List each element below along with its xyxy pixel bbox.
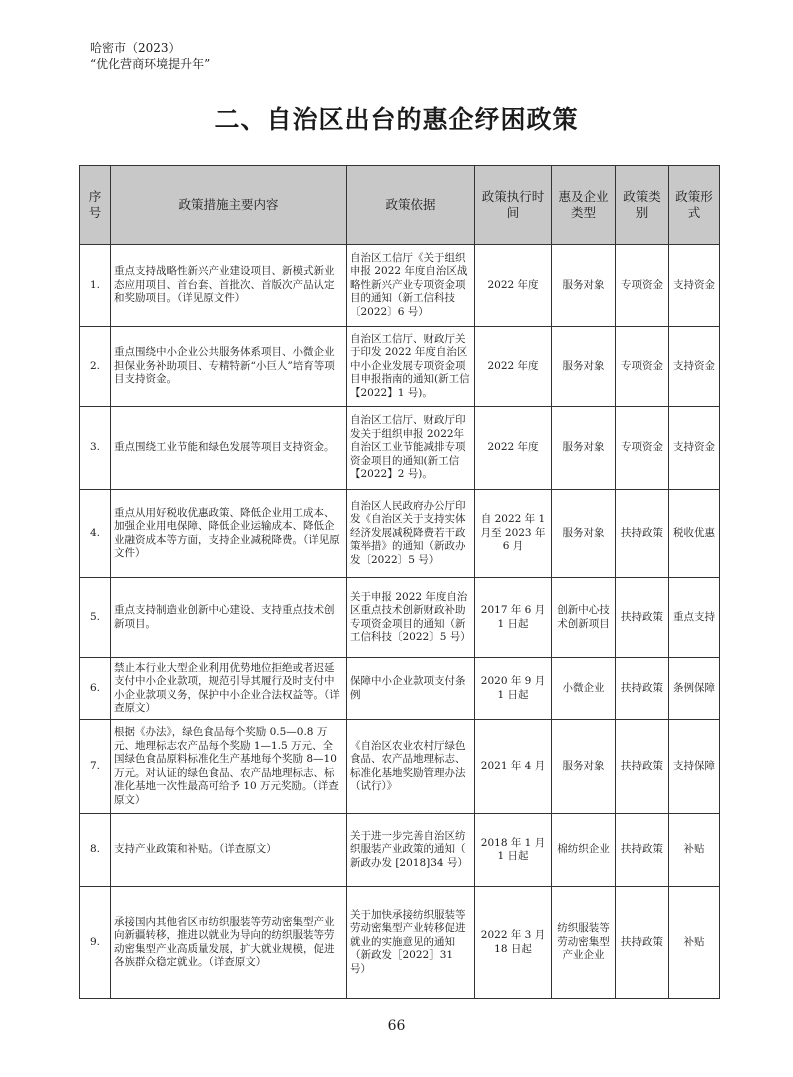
cell-basis: 自治区工信厅《关于组织申报 2022 年度自治区战略性新兴产业专项资金项目的通知（新工信科技〔2022〕6 号） (347, 245, 475, 327)
cell-time: 2022 年度 (475, 245, 552, 327)
cell-form: 支持资金 (669, 407, 720, 490)
cell-target: 服务对象 (552, 327, 616, 407)
cell-basis: 自治区人民政府办公厅印发《自治区关于支持实体经济发展减税降费若干政策举措》的通知（新政办发〔2022〕5 号） (347, 490, 475, 578)
col-header-no: 序号 (80, 166, 111, 245)
cell-basis: 保障中小企业款项支付条例 (347, 658, 475, 720)
cell-category: 扶持政策 (616, 578, 669, 658)
col-header-time: 政策执行时间 (475, 166, 552, 245)
col-header-category: 政策类别 (616, 166, 669, 245)
cell-content: 重点支持制造业创新中心建设、支持重点技术创新项目。 (111, 578, 347, 658)
cell-form: 支持资金 (669, 245, 720, 327)
cell-basis: 关于进一步完善自治区纺织服装产业政策的通知（ 新政办发 [2018]34 号） (347, 814, 475, 887)
cell-category: 专项资金 (616, 327, 669, 407)
cell-no: 4. (80, 490, 111, 578)
cell-category: 扶持政策 (616, 887, 669, 999)
cell-category: 专项资金 (616, 407, 669, 490)
cell-form: 补贴 (669, 814, 720, 887)
cell-time: 2022 年度 (475, 407, 552, 490)
cell-category: 扶持政策 (616, 490, 669, 578)
table-row (80, 245, 720, 327)
header-line-1: 哈密市（2023） (90, 41, 181, 55)
cell-target: 服务对象 (552, 490, 616, 578)
cell-time: 自 2022 年 1 月至 2023 年 6 月 (475, 490, 552, 578)
table-row (80, 490, 720, 578)
cell-target: 服务对象 (552, 407, 616, 490)
cell-form: 税收优惠 (669, 490, 720, 578)
col-header-content: 政策措施主要内容 (111, 166, 347, 245)
cell-no: 1. (80, 245, 111, 327)
cell-category: 扶持政策 (616, 720, 669, 814)
table-row (80, 658, 720, 720)
col-header-basis: 政策依据 (347, 166, 475, 245)
cell-form: 重点支持 (669, 578, 720, 658)
header-line-2: “优化营商环境提升年” (90, 57, 211, 71)
cell-time: 2020 年 9 月 1 日起 (475, 658, 552, 720)
cell-target: 小微企业 (552, 658, 616, 720)
cell-no: 8. (80, 814, 111, 887)
cell-content: 支持产业政策和补贴。（详查原文） (111, 814, 347, 887)
cell-no: 3. (80, 407, 111, 490)
cell-target: 服务对象 (552, 720, 616, 814)
cell-content: 承接国内其他省区市纺织服装等劳动密集型产业向新疆转移，推进以就业为导向的纺织服装等劳动密集型产业高质量发展，扩大就业规模，促进各族群众稳定就业。（详查原文） (111, 887, 347, 999)
cell-content: 重点从用好税收优惠政策、降低企业用工成本、加强企业用电保障、降低企业运输成本、降低企业融资成本等方面，支持企业减税降费。（详见原文件） (111, 490, 347, 578)
cell-time: 2021 年 4 月 (475, 720, 552, 814)
table-row (80, 327, 720, 407)
cell-basis: 关于申报 2022 年度自治区重点技术创新财政补助专项资金项目的通知（新工信科技〔2022〕5 号） (347, 578, 475, 658)
cell-no: 7. (80, 720, 111, 814)
cell-form: 支持资金 (669, 327, 720, 407)
cell-time: 2022 年 3 月 18 日起 (475, 887, 552, 999)
running-header (90, 40, 210, 72)
cell-form: 条例保障 (669, 658, 720, 720)
cell-time: 2018 年 1 月 1 日起 (475, 814, 552, 887)
page-number: 66 (387, 1018, 406, 1034)
cell-form: 补贴 (669, 887, 720, 999)
cell-target: 纺织服装等劳动密集型产业企业 (552, 887, 616, 999)
cell-content: 根据《办法》，绿色食品每个奖励 0.5—0.8 万元、地理标志农产品每个奖励 1—1.5 万元、全国绿色食品原料标准化生产基地每个奖励 8—10 万元。对认证的绿色食品、农产品地理标志、标准化基地一次性最高可给予 10 万元奖励。（详查原文） (111, 720, 347, 814)
cell-target: 服务对象 (552, 245, 616, 327)
cell-category: 扶持政策 (616, 814, 669, 887)
page-title: 二、自治区出台的惠企纾困政策 (214, 105, 579, 134)
cell-basis: 《自治区农业农村厅绿色食品、农产品地理标志、标准化基地奖励管理办法（试行）》 (347, 720, 475, 814)
cell-time: 2017 年 6 月 1 日起 (475, 578, 552, 658)
cell-form: 支持保障 (669, 720, 720, 814)
cell-content: 重点围绕工业节能和绿色发展等项目支持资金。 (111, 407, 347, 490)
cell-no: 2. (80, 327, 111, 407)
cell-target: 棉纺织企业 (552, 814, 616, 887)
cell-no: 5. (80, 578, 111, 658)
col-header-target: 惠及企业类型 (552, 166, 616, 245)
col-header-form: 政策形式 (669, 166, 720, 245)
cell-basis: 关于加快承接纺织服装等劳动密集型产业转移促进就业的实施意见的通知（新政发［2022］31 号） (347, 887, 475, 999)
table-header-row (80, 166, 720, 245)
table-row (80, 887, 720, 999)
table-row (80, 407, 720, 490)
cell-time: 2022 年度 (475, 327, 552, 407)
table-row (80, 814, 720, 887)
cell-target: 创新中心技术创新项目 (552, 578, 616, 658)
table-row (80, 720, 720, 814)
cell-no: 6. (80, 658, 111, 720)
cell-basis: 自治区工信厅、财政厅印发关于组织申报 2022年自治区工业节能减排专项资金项目的通知(新工信【2022】2 号)。 (347, 407, 475, 490)
table-row (80, 578, 720, 658)
cell-content: 重点支持战略性新兴产业建设项目、新模式新业态应用项目、首台套、首批次、首版次产品认定和奖励项目。（详见原文件） (111, 245, 347, 327)
policy-table (79, 165, 720, 999)
cell-category: 扶持政策 (616, 658, 669, 720)
cell-no: 9. (80, 887, 111, 999)
cell-content: 重点围绕中小企业公共服务体系项目、小微企业担保业务补助项目、专精特新“小巨人”培育等项目支持资金。 (111, 327, 347, 407)
cell-basis: 自治区工信厅、财政厅关于印发 2022 年度自治区中小企业发展专项资金项目申报指南的通知(新工信【2022】1 号)。 (347, 327, 475, 407)
cell-category: 专项资金 (616, 245, 669, 327)
cell-content: 禁止本行业大型企业利用优势地位拒绝或者迟延支付中小企业款项，规范引导其履行及时支付中小企业款项义务，保护中小企业合法权益等。（详查原文） (111, 658, 347, 720)
